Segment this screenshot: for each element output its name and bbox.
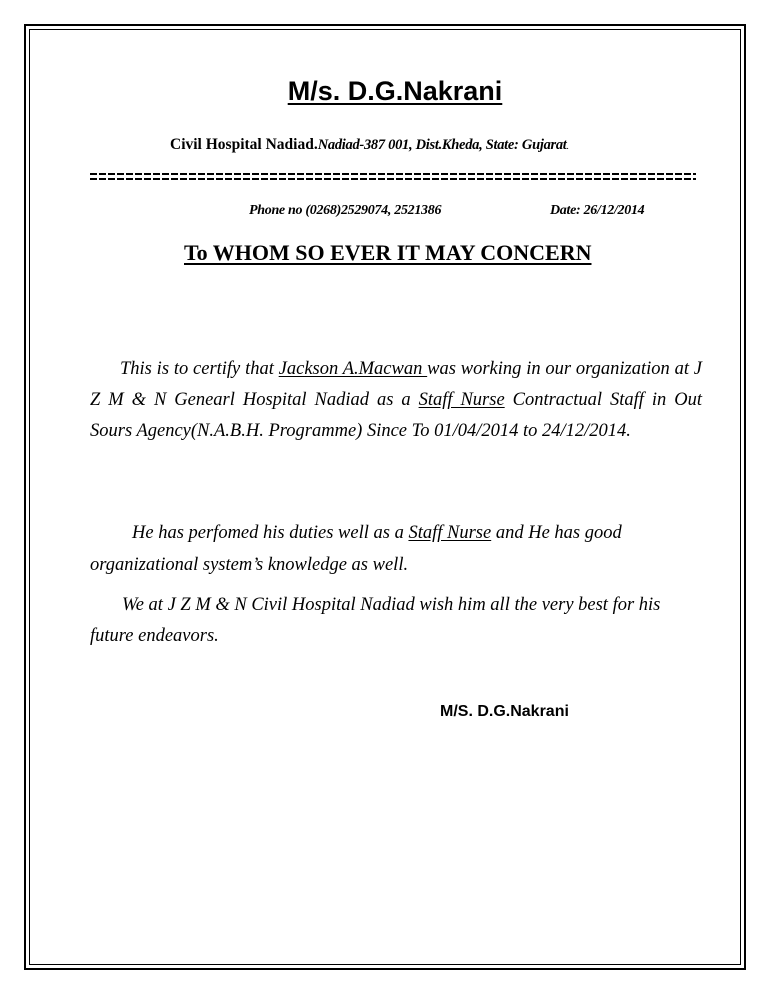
employee-role: Staff Nurse xyxy=(418,390,505,410)
paragraph-performance xyxy=(90,517,702,581)
paragraph-certification xyxy=(90,354,702,447)
paragraph-wishes xyxy=(90,590,702,652)
signature: M/S. D.G.Nakrani xyxy=(440,703,569,720)
address-period: . xyxy=(566,141,569,151)
separator-line xyxy=(90,172,696,182)
phone-number: Phone no (0268)2529074, 2521386 xyxy=(249,203,442,218)
para2-text-2: and He has good organizational system’s knowledge as well. xyxy=(90,523,622,575)
page-border-inner xyxy=(29,29,741,965)
letter-date: Date: 26/12/2014 xyxy=(550,203,645,218)
para3-text: We at J Z M & N Civil Hospital Nadiad wish him all the very best for his future endeavors. xyxy=(90,595,661,646)
company-name: M/s. D.G.Nakrani xyxy=(287,76,503,106)
address-location: Nadiad-387 001, Dist.Kheda, State: Gujarat xyxy=(317,137,567,153)
para1-text-1: This is to certify that xyxy=(120,359,279,379)
letter-heading: To WHOM SO EVER IT MAY CONCERN xyxy=(184,240,592,265)
para1-text-2: was working in our organization at J Z M & N Genearl Hospital Nadiad as a xyxy=(90,359,702,410)
para1-text-3: Contractual Staff in Out Sours Agency(N.A.B.H. Programme) Since To 01/04/2014 to 24/12/2014. xyxy=(90,390,702,441)
para2-text-1: He has perfomed his duties well as a xyxy=(132,523,409,543)
employee-name: Jackson A.Macwan xyxy=(278,359,428,379)
address-line xyxy=(170,136,569,154)
address-hospital: Civil Hospital Nadiad. xyxy=(170,136,318,153)
employee-role-2: Staff Nurse xyxy=(408,523,492,543)
